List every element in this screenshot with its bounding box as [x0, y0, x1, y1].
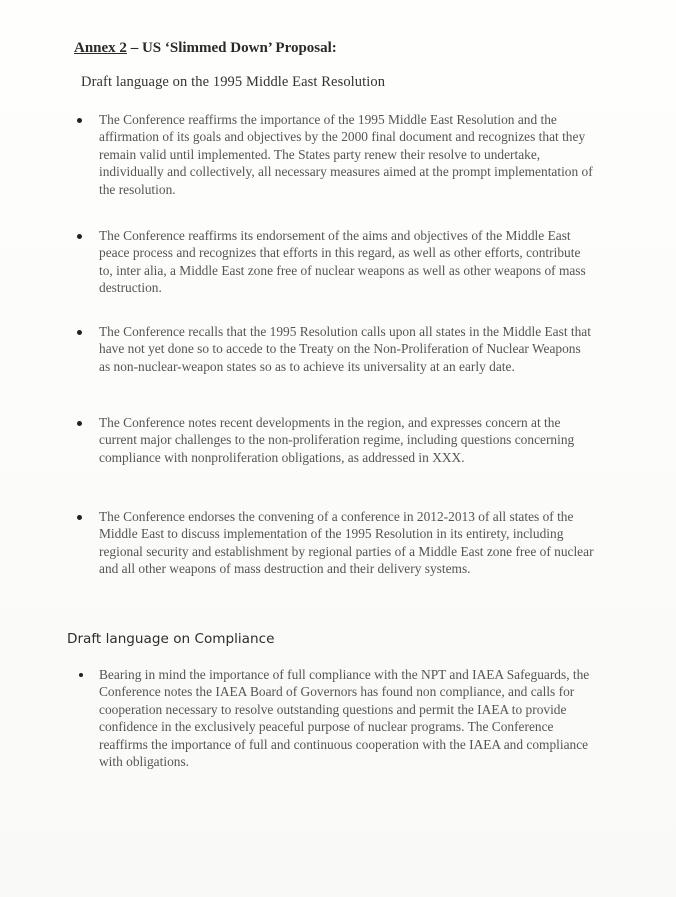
section-heading-compliance: Draft language on Compliance	[67, 631, 275, 647]
bullet-text: The Conference reaffirms its endorsement of the aims and objectives of the Middle East peace process and recognizes that efforts in this regard, as well as other efforts, contribute to, inter alia, a Middle East zone free of nuclear weapons as well as other weapons of mass destruction.	[99, 228, 586, 296]
bullet-text: The Conference endorses the convening of a conference in 2012-2013 of all states of the Middle East to discuss implementation of the 1995 Resolution in its entirety, including regional security and establishment by regional parties of a Middle East zone free of nuclear and all other weapons of mass destruction and their delivery systems.	[99, 509, 594, 577]
bullet-text: The Conference notes recent developments in the region, and expresses concern at the current major challenges to the non-proliferation regime, including questions concerning compliance with nonproliferation obligations, as addressed in XXX.	[99, 415, 575, 465]
bullet-dot-icon	[77, 515, 82, 520]
bullet-dot-icon	[77, 234, 82, 239]
bullet-text: Bearing in mind the importance of full compliance with the NPT and IAEA Safeguards, the Conference notes the IAEA Board of Governors has found non compliance, and calls for cooperation necessary to resolve outstanding questions and permit the IAEA to provide confidence in the exclusively peaceful purpose of nuclear programs. The Conference reaffirms the importance of full and continuous cooperation with the IAEA and compliance with obligations.	[99, 667, 590, 770]
annex-title-text: – US ‘Slimmed Down’ Proposal:	[126, 40, 337, 56]
bullet-dot-icon	[79, 673, 83, 677]
bullet-dot-icon	[77, 330, 82, 335]
bullet-dot-icon	[77, 118, 82, 123]
bullet-dot-icon	[77, 421, 82, 426]
annex-title	[74, 40, 337, 57]
annex-label: Annex 2	[74, 40, 127, 56]
bullet-text: The Conference reaffirms the importance of the 1995 Middle East Resolution and the affirmation of its goals and objectives by the 2000 final document and recognizes that they remain valid until implemented. The States party renew their resolve to undertake, individually and collectively, all necessary measures aimed at the prompt implementation of the resolution.	[99, 112, 593, 197]
bullet-text: The Conference recalls that the 1995 Resolution calls upon all states in the Middle East that have not yet done so to accede to the Treaty on the Non-Proliferation of Nuclear Weapons as non-nuclear-weapon states so as to achieve its universality at an early date.	[99, 324, 591, 374]
section-heading-middle-east: Draft language on the 1995 Middle East Resolution	[81, 74, 386, 90]
